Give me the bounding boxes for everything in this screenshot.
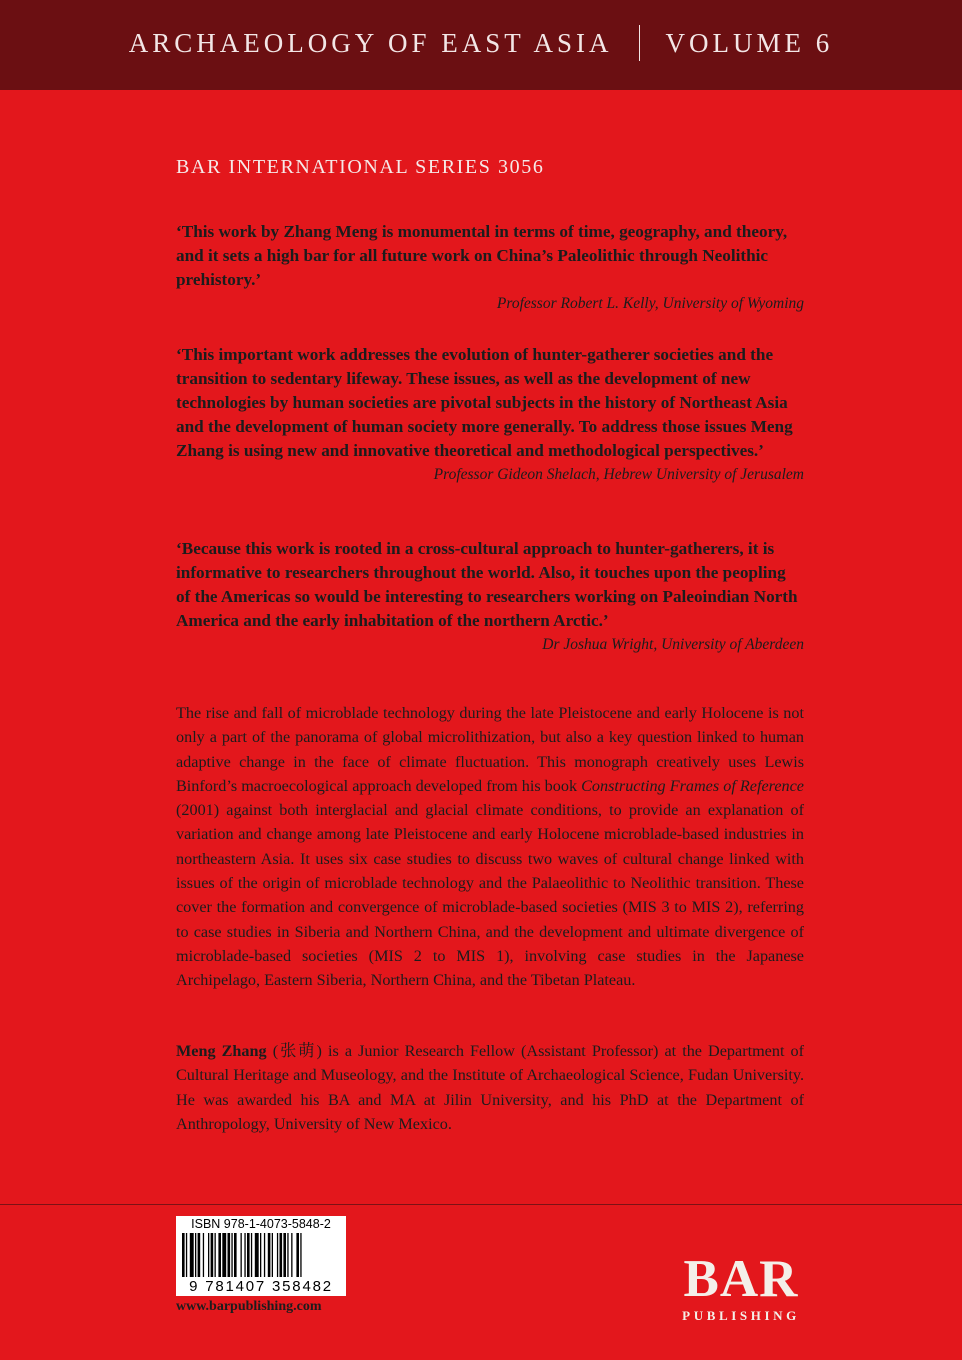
author-name: Meng Zhang	[176, 1042, 267, 1060]
logo-bar-text: BAR	[683, 1250, 799, 1308]
isbn-barcode	[176, 1216, 346, 1296]
isbn-label: ISBN 978-1-4073-5848-2	[191, 1217, 331, 1231]
title-separator	[639, 25, 640, 61]
bar-publishing-logo	[676, 1250, 806, 1324]
footer-divider	[0, 1204, 962, 1205]
book-description	[176, 701, 804, 993]
quote-text: ‘Because this work is rooted in a cross-cultural approach to hunter-gatherers, it is informative to researchers throughout the world. Also, it touches upon the peopling of the Americas so would be interesting to researchers working on Paleoindian North America and the early inhabitation of the northern Arctic.’	[176, 539, 798, 630]
quote-text: ‘This important work addresses the evolution of hunter-gatherer societies and the transition to sedentary lifeway. These issues, as well as the development of new technologies by human societies are pivotal subjects in the history of Northeast Asia and the development of human society more generally. To address those issues Meng Zhang is using new and innovative theoretical and methodological perspectives.’	[176, 345, 793, 460]
endorsement-quote	[176, 343, 804, 486]
quote-text: ‘This work by Zhang Meng is monumental in terms of time, geography, and theory, and it sets a high bar for all future work on China’s Paleolithic through Neolithic prehistory.’	[176, 222, 788, 289]
series-title	[0, 28, 962, 64]
referenced-book-title: Constructing Frames of Reference	[581, 776, 804, 795]
logo-publishing-text: PUBLISHING	[682, 1308, 800, 1323]
bar-series-label: BAR INTERNATIONAL SERIES 3056	[176, 156, 545, 178]
quote-attribution: Dr Joshua Wright, University of Aberdeen	[542, 636, 804, 653]
isbn-digits: 9 781407 358482	[189, 1278, 333, 1295]
description-part-1: The rise and fall of microblade technology during the late Pleistocene and early Holocene is not only a part of the panorama of global microlithization, but also a key question linked to human adaptive change in the face of climate fluctuation. This monograph creatively uses Lewis Binford’s macroecological approach developed from his book	[176, 704, 804, 795]
publisher-website: www.barpublishing.com	[176, 1299, 322, 1314]
description-part-2: (2001) against both interglacial and glacial climate conditions, to provide an explanation of variation and change among late Pleistocene and early Holocene microblade-based industries in northeastern Asia. It uses six case studies to discuss two waves of cultural change linked with issues of the origin of microblade technology and the Palaeolithic to Neolithic transition. These cover the formation and convergence of microblade-based societies (MIS 3 to MIS 2), referring to case studies in Siberia and Northern China, and the development and ultimate divergence of microblade-based societies (MIS 2 to MIS 1), involving case studies in the Japanese Archipelago, Eastern Siberia, Northern China, and the Tibetan Plateau.	[176, 801, 804, 990]
series-name: ARCHAEOLOGY OF EAST ASIA	[128, 28, 613, 59]
barcode-bars	[182, 1233, 340, 1277]
volume-number: VOLUME 6	[665, 28, 834, 59]
quote-attribution: Professor Gideon Shelach, Hebrew University of Jerusalem	[433, 466, 804, 483]
author-bio-text: (张萌) is a Junior Research Fellow (Assistant Professor) at the Department of Cultural Heritage and Museology, and the Institute of Archaeological Science, Fudan University. He was awarded his BA and MA at Jilin University, and his PhD at the Department of Anthropology, University of New Mexico.	[176, 1042, 804, 1133]
quote-attribution: Professor Robert L. Kelly, University of Wyoming	[496, 295, 804, 312]
author-bio	[176, 1039, 804, 1136]
endorsement-quote	[176, 537, 804, 656]
endorsement-quote	[176, 220, 804, 315]
